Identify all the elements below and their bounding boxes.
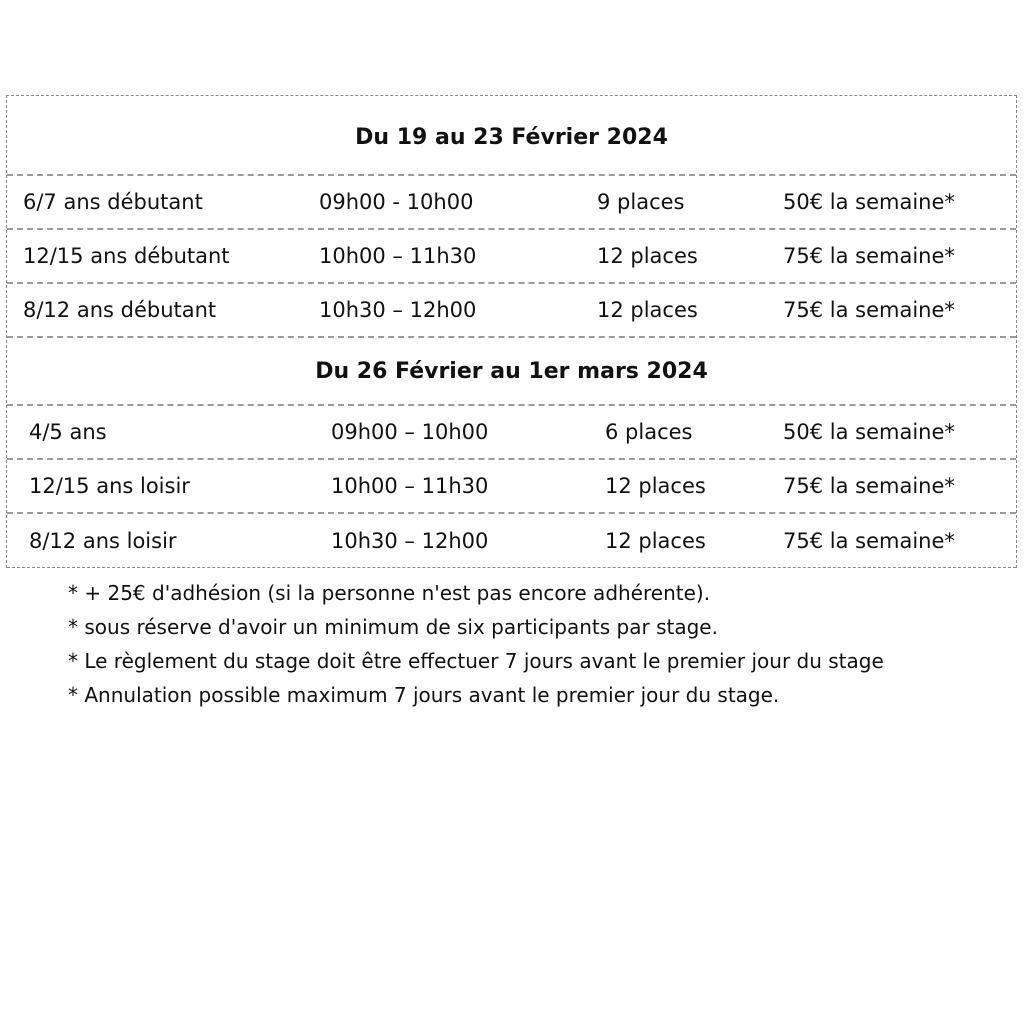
price: 75€ la semaine* (783, 528, 955, 553)
table-row (7, 176, 1016, 230)
price: 50€ la semaine* (783, 190, 955, 214)
places-count: 12 places (605, 528, 706, 553)
table-row (7, 514, 1016, 568)
time-slot: 10h00 – 11h30 (331, 474, 489, 498)
age-group: 12/15 ans débutant (23, 244, 230, 268)
footnote-cancellation: * Annulation possible maximum 7 jours avant le premier jour du stage. (68, 683, 780, 707)
footnote-membership: * + 25€ d'adhésion (si la personne n'est pas encore adhérente). (68, 581, 711, 605)
places-count: 9 places (597, 190, 685, 214)
footnote-minimum-participants: * sous réserve d'avoir un minimum de six participants par stage. (68, 615, 718, 639)
places-count: 12 places (597, 244, 698, 268)
footnotes (68, 576, 1020, 712)
schedule-table (6, 95, 1017, 568)
table-row (7, 460, 1016, 514)
time-slot: 09h00 - 10h00 (319, 190, 474, 214)
price: 75€ la semaine* (783, 298, 955, 322)
places-count: 12 places (597, 298, 698, 322)
age-group: 8/12 ans débutant (23, 298, 217, 322)
age-group: 12/15 ans loisir (29, 474, 190, 498)
age-group: 8/12 ans loisir (29, 528, 177, 553)
age-group: 4/5 ans (29, 420, 107, 444)
price: 50€ la semaine* (783, 420, 955, 444)
price: 75€ la semaine* (783, 244, 955, 268)
time-slot: 10h30 – 12h00 (319, 298, 477, 322)
age-group: 6/7 ans débutant (23, 190, 203, 214)
section-title-week-1: Du 19 au 23 Février 2024 (7, 96, 1016, 176)
places-count: 12 places (605, 474, 706, 498)
time-slot: 09h00 – 10h00 (331, 420, 489, 444)
section-title-week-2: Du 26 Février au 1er mars 2024 (7, 338, 1016, 406)
table-row (7, 406, 1016, 460)
time-slot: 10h00 – 11h30 (319, 244, 477, 268)
places-count: 6 places (605, 420, 693, 444)
time-slot: 10h30 – 12h00 (331, 528, 489, 553)
table-row (7, 284, 1016, 338)
footnote-payment: * Le règlement du stage doit être effectuer 7 jours avant le premier jour du stage (68, 649, 884, 673)
table-row (7, 230, 1016, 284)
price: 75€ la semaine* (783, 474, 955, 498)
